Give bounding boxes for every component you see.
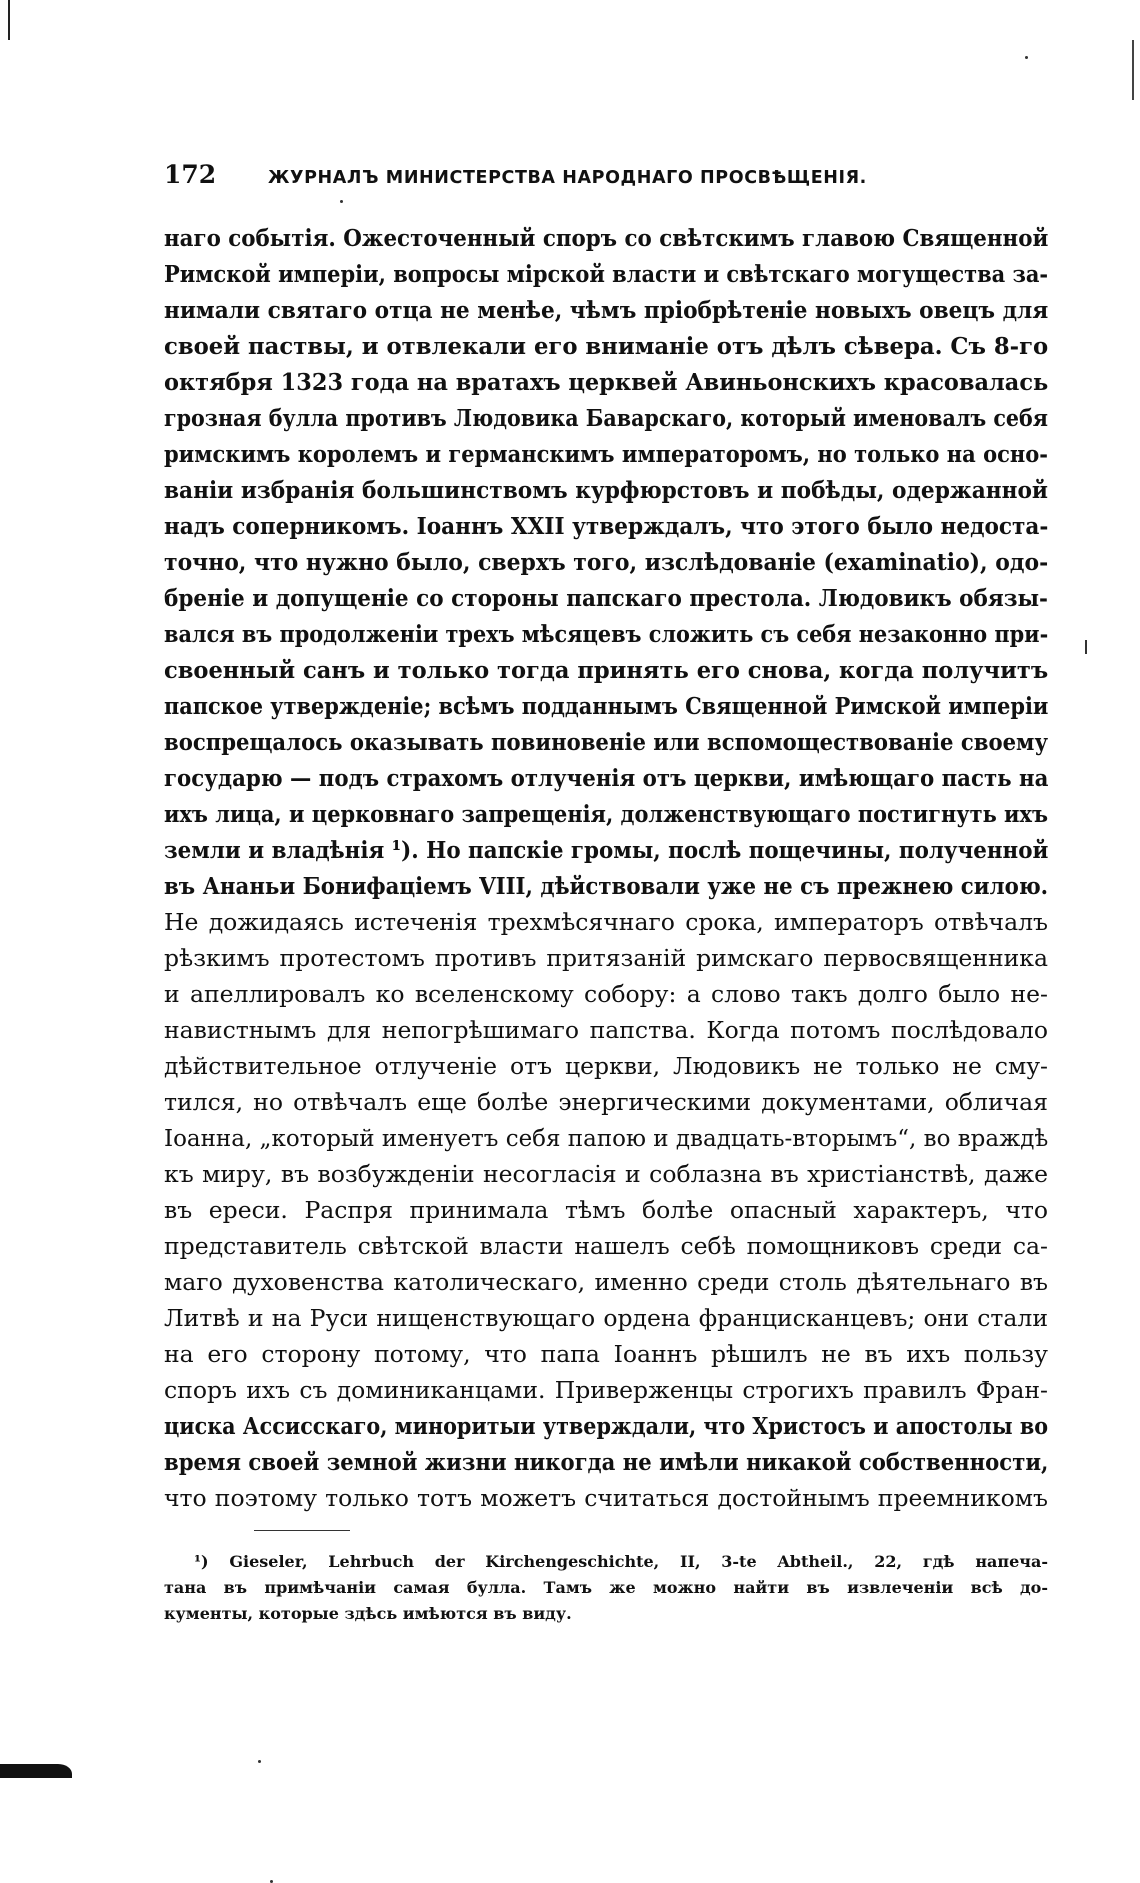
footnote-rule [254, 1530, 350, 1531]
text-line: земли и владѣнія ¹). Но папскіе громы, послѣ пощечины, полученной [164, 836, 1049, 864]
text-line: надъ соперникомъ. Іоаннъ XXII утверждалъ, что этого было недоста- [164, 512, 1049, 540]
text-line: бреніе и допущеніе со стороны папскаго престола. Людовикъ обязы- [164, 584, 1048, 612]
text-line: грозная булла противъ Людовика Баварскаго, который именовалъ себя [164, 404, 1048, 432]
text-line: въ Ананьи Бонифаціемъ VIII, дѣйствовали уже не съ прежнею силою. [164, 872, 1049, 900]
text-line: наго событія. Ожесточенный споръ со свѣтскимъ главою Священной [164, 224, 1049, 252]
text-line: своенный санъ и только тогда принять его снова, когда получитъ [164, 656, 1049, 684]
text-line: маго духовенства католическаго, именно среди столь дѣятельнаго въ [164, 1268, 1048, 1296]
text-line: что поэтому только тотъ можетъ считаться достойнымъ преемникомъ [164, 1484, 1048, 1512]
text-line: на его сторону потому, что папа Іоаннъ рѣшилъ не въ ихъ пользу [164, 1340, 1048, 1368]
footnote-line: ¹) Gieseler, Lehrbuch der Kirchengeschichte, II, 3-te Abtheil., 22, гдѣ напеча- [194, 1552, 1048, 1571]
scan-edge-left [8, 0, 10, 40]
body-text [164, 220, 1048, 1516]
text-line: споръ ихъ съ доминиканцами. Приверженцы строгихъ правилъ Фран- [164, 1376, 1048, 1404]
text-line: въ ереси. Распря принимала тѣмъ болѣе опасный характеръ, что [164, 1196, 1048, 1224]
footnote-line: кументы, которые здѣсь имѣются въ виду. [164, 1604, 572, 1623]
text-line: тился, но отвѣчалъ еще болѣе энергическими документами, обличая [164, 1088, 1048, 1116]
text-line: къ миру, въ возбужденіи несогласія и соблазна въ христіанствѣ, даже [164, 1160, 1048, 1188]
footnote-line: тана въ примѣчаніи самая булла. Тамъ же можно найти въ извлеченіи всѣ до- [164, 1578, 1048, 1597]
text-line: представитель свѣтской власти нашелъ себѣ помощниковъ среди са- [164, 1232, 1048, 1260]
journal-title: ЖУРНАЛЪ МИНИСТЕРСТВА НАРОДНАГО ПРОСВѢЩЕНІЯ. [268, 168, 867, 188]
text-line: время своей земной жизни никогда не имѣли никакой собственности, [164, 1448, 1049, 1476]
text-line: государю — подъ страхомъ отлученія отъ церкви, имѣющаго пасть на [164, 764, 1049, 792]
text-line: вался въ продолженіи трехъ мѣсяцевъ сложить съ себя незаконно при- [164, 620, 1049, 648]
text-line: своей паствы, и отвлекали его вниманіе отъ дѣлъ сѣвера. Съ 8-го [164, 332, 1049, 360]
text-line: точно, что нужно было, сверхъ того, изслѣдованіе (examinatio), одо- [164, 548, 1049, 576]
scan-edge-right [1132, 40, 1134, 100]
text-line: римскимъ королемъ и германскимъ императоромъ, но только на осно- [164, 440, 1048, 468]
scan-speck [258, 1760, 261, 1763]
text-line: нимали святаго отца не менѣе, чѣмъ пріобрѣтеніе новыхъ овецъ для [164, 296, 1049, 324]
scan-corner-blob [0, 1764, 72, 1778]
text-line: Римской имперіи, вопросы мірской власти и свѣтскаго могущества за- [164, 260, 1049, 288]
running-head [164, 160, 1048, 200]
text-line: Не дожидаясь истеченія трехмѣсячнаго срока, императоръ отвѣчалъ [164, 908, 1048, 936]
text-line: рѣзкимъ протестомъ противъ притязаній римскаго первосвященника [164, 944, 1048, 972]
scan-speck [1085, 640, 1087, 654]
text-line: навистнымъ для непогрѣшимаго папства. Когда потомъ послѣдовало [164, 1016, 1048, 1044]
text-line: дѣйствительное отлученіе отъ церкви, Людовикъ не только не сму- [164, 1052, 1048, 1080]
text-line: ваніи избранія большинствомъ курфюрстовъ и побѣды, одержанной [164, 476, 1048, 504]
text-line: и апеллировалъ ко вселенскому собору: а слово такъ долго было не- [164, 980, 1048, 1008]
scan-speck [1025, 56, 1028, 59]
page-number: 172 [164, 160, 217, 189]
text-line: папское утвержденіе; всѣмъ подданнымъ Священной Римской имперіи [164, 692, 1049, 720]
text-line: ихъ лица, и церковнаго запрещенія, долженствующаго постигнуть ихъ [164, 800, 1048, 828]
text-line: воспрещалось оказывать повиновеніе или вспомоществованіе своему [164, 728, 1048, 756]
book-page [164, 160, 1048, 1627]
text-line: Литвѣ и на Руси нищенствующаго ордена францисканцевъ; они стали [164, 1304, 1048, 1332]
text-line: октября 1323 года на вратахъ церквей Авиньонскихъ красовалась [164, 368, 1049, 396]
text-line: Іоанна, „который именуетъ себя папою и двадцать-вторымъ“, во враждѣ [164, 1124, 1049, 1152]
footnote [164, 1549, 1048, 1627]
text-line: циска Ассисскаго, миноритыи утверждали, что Христосъ и апостолы во [164, 1412, 1048, 1440]
